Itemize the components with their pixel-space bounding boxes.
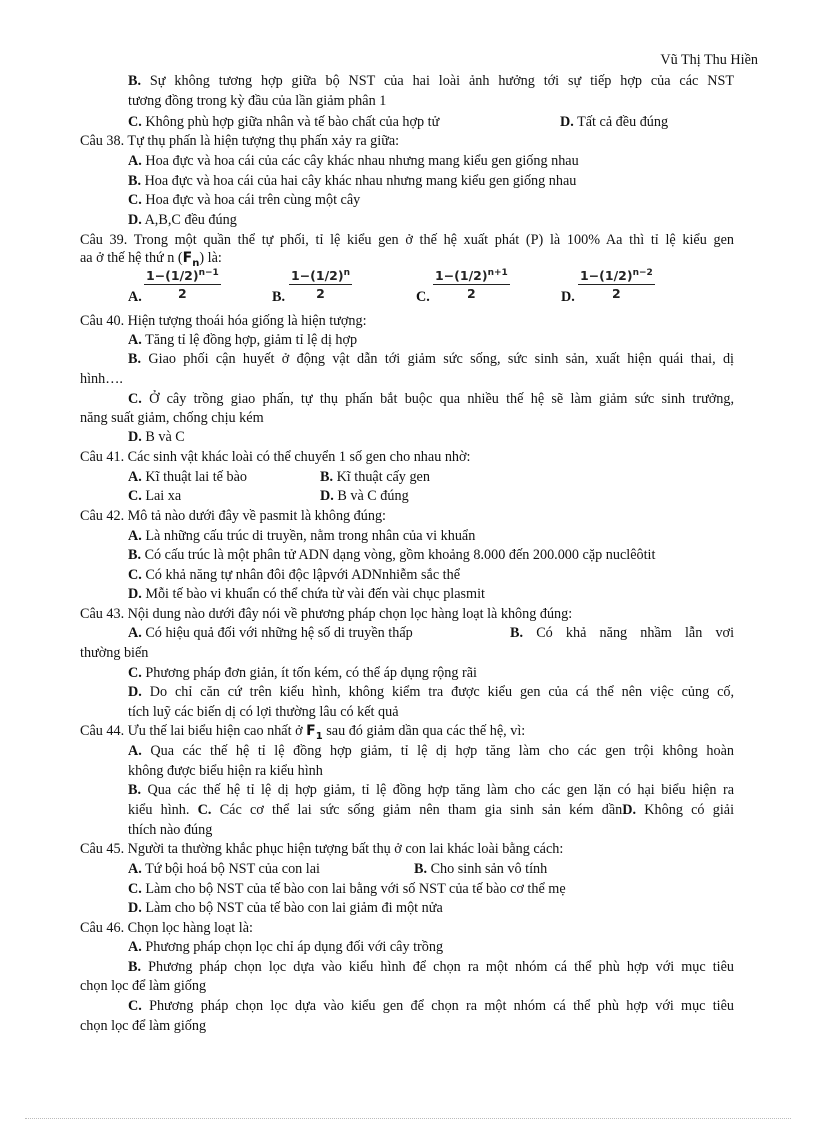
q42-title: Câu 42. Mô tả nào dưới đây về pasmit là không đúng: — [80, 508, 386, 524]
q45-title: Câu 45. Người ta thường khắc phục hiện tượng bất thụ ở con lai khác loài bằng cách: — [80, 841, 564, 857]
q42-option-a: A. Là những cấu trúc di truyền, nằm trong nhân của vi khuẩn — [128, 528, 476, 544]
q41-option-b: B. Kĩ thuật cấy gen — [320, 469, 430, 485]
q39-option-d-label: D. — [561, 289, 575, 305]
q43-option-c: C. Phương pháp đơn giản, ít tốn kém, có thể áp dụng rộng rãi — [128, 665, 477, 681]
q39-title-line1: Câu 39. Trong một quần thể tự phối, tỉ lệ kiểu gen ở thế hệ xuất phát (P) là 100% Aa thì tỉ lệ kiểu gen — [80, 232, 734, 248]
q46-title: Câu 46. Chọn lọc hàng loạt là: — [80, 920, 253, 936]
q39-option-a-label: A. — [128, 289, 142, 305]
q43-option-d-line2: tích luỹ các biến dị có lợi thường lâu có kết quả — [128, 704, 399, 720]
q44-option-d-line2: thích nào đúng — [128, 822, 213, 838]
q46-option-c-line1: C. Phương pháp chọn lọc dựa vào kiểu gen để chọn ra một nhóm cá thể phù hợp với mục tiêu — [128, 998, 734, 1014]
q45-option-c: C. Làm cho bộ NST của tế bào con lai bằng với số NST của tế bào cơ thể mẹ — [128, 881, 566, 897]
q40-title: Câu 40. Hiện tượng thoái hóa giống là hiện tượng: — [80, 313, 367, 329]
q42-option-b: B. Có cấu trúc là một phân tử ADN dạng vòng, gồm khoảng 8.000 đến 200.000 cặp nuclêôtit — [128, 547, 656, 563]
q44-option-a-line2: không được biểu hiện ra kiểu hình — [128, 763, 323, 779]
q40-option-d: D. B và C — [128, 429, 185, 445]
q38-title: Câu 38. Tự thụ phấn là hiện tượng thụ phấn xảy ra giữa: — [80, 133, 400, 149]
q37-option-c: C. Không phù hợp giữa nhân và tế bào chất của hợp tử — [128, 114, 440, 130]
q39-option-b-label: B. — [272, 289, 286, 305]
q43-title: Câu 43. Nội dung nào dưới đây nói về phương pháp chọn lọc hàng loạt là không đúng: — [80, 606, 573, 622]
q41-option-c: C. Lai xa — [128, 488, 182, 504]
page-bottom-divider — [25, 1118, 791, 1119]
q37-option-b-line2: tương đồng trong kỳ đầu của lần giảm phân 1 — [128, 93, 387, 109]
q45-option-b: B. Cho sinh sản vô tính — [414, 861, 548, 877]
q40-option-c-line2: năng suất giảm, chống chịu kém — [80, 410, 264, 426]
q38-option-c: C. Hoa đực và hoa cái trên cùng một cây — [128, 192, 361, 208]
q44-option-b-line1: B. Qua các thế hệ tỉ lệ dị hợp giảm, tỉ lệ đồng hợp tăng làm cho các gen lặn có hại biểu hiện ra — [128, 782, 735, 798]
q43-option-a: A. Có hiệu quả đối với những hệ số di truyền thấp — [128, 625, 413, 641]
q45-option-d: D. Làm cho bộ NST của tế bào con lai giảm đi một nửa — [128, 900, 443, 916]
q39-title-line2: aa ở thế hệ thứ n $(F_n)$ là: — [80, 250, 222, 269]
q46-option-a: A. Phương pháp chọn lọc chỉ áp dụng đối với cây trồng — [128, 939, 444, 955]
q42-option-c: C. Có khả năng tự nhân đôi độc lậpvới ADNnhiễm sắc thể — [128, 567, 460, 583]
q46-option-c-line2: chọn lọc để làm giống — [80, 1018, 207, 1034]
q45-option-a: A. Tứ bội hoá bộ NST của con lai — [128, 861, 320, 877]
f1-symbol: $F_1$ — [306, 723, 323, 742]
q40-option-c-line1: C. Ở cây trồng giao phấn, tự thụ phấn bắt buộc qua nhiều thế hệ sẽ làm giảm sức sinh trưởng, — [128, 391, 734, 407]
q39-option-b-formula: $\frac{1-(1/2)^n}{2}$ — [291, 268, 350, 301]
q44-option-a-line1: A. Qua các thế hệ tỉ lệ đồng hợp giảm, tỉ lệ dị hợp tăng làm cho các gen trội không hoàn — [128, 743, 735, 759]
q46-option-b-line2: chọn lọc để làm giống — [80, 978, 207, 994]
author-name: Vũ Thị Thu Hiền — [660, 52, 758, 68]
q40-option-a: A. Tăng tỉ lệ đồng hợp, giảm tỉ lệ dị hợp — [128, 332, 358, 348]
q38-option-b: B. Hoa đực và hoa cái của hai cây khác nhau nhưng mang kiểu gen giống nhau — [128, 173, 577, 189]
q38-option-d: D. A,B,C đều đúng — [128, 212, 237, 228]
q44-option-b-line2: kiểu hình. C. Các cơ thể lai sức sống giảm nên tham gia sinh sản kém dầnD. Không có giải — [128, 802, 735, 818]
q38-option-a: A. Hoa đực và hoa cái của các cây khác nhau nhưng mang kiểu gen giống nhau — [128, 153, 579, 169]
q41-option-a: A. Kĩ thuật lai tế bào — [128, 469, 247, 485]
q42-option-d: D. Mỗi tế bào vi khuẩn có thể chứa từ vài đến vài chục plasmit — [128, 586, 485, 602]
q44-title: Câu 44. Ưu thế lai biểu hiện cao nhất ở $F_1$ sau đó giảm dần qua các thế hệ, vì: — [80, 723, 526, 742]
q43-option-b-cont: thường biến — [80, 645, 149, 661]
q37-option-b-line1: B. Sự không tương hợp giữa bộ NST của hai loài ảnh hưởng tới sự tiếp hợp của các NST — [128, 73, 735, 89]
q43-option-d-line1: D. Do chỉ căn cứ trên kiểu hình, không kiểm tra được kiểu gen của cá thể nên việc củng cố, — [128, 684, 735, 700]
q39-option-c-formula: $\frac{1-(1/2)^{n+1}}{2}$ — [435, 268, 508, 301]
q40-option-b-line1: B. Giao phối cận huyết ở động vật dẫn tới giảm sức sống, sức sinh sản, xuất hiện quái thai, dị — [128, 351, 735, 367]
q46-option-b-line1: B. Phương pháp chọn lọc dựa vào kiểu hình để chọn ra một nhóm cá thể phù hợp với mục tiêu — [128, 959, 734, 975]
q39-option-c-label: C. — [416, 289, 430, 305]
q43-option-b: B. Có khả năng nhầm lẫn vơi — [510, 625, 735, 641]
q40-option-b-line2: hình…. — [80, 371, 123, 387]
q41-option-d: D. B và C đúng — [320, 488, 409, 504]
fn-symbol: $F_n$ — [182, 250, 200, 269]
q39-option-d-formula: $\frac{1-(1/2)^{n-2}}{2}$ — [580, 268, 653, 301]
q37-option-d: D. Tất cả đều đúng — [560, 114, 669, 130]
q41-title: Câu 41. Các sinh vật khác loài có thể chuyển 1 số gen cho nhau nhờ: — [80, 449, 471, 465]
q39-option-a-formula: $\frac{1-(1/2)^{n-1}}{2}$ — [146, 268, 219, 301]
